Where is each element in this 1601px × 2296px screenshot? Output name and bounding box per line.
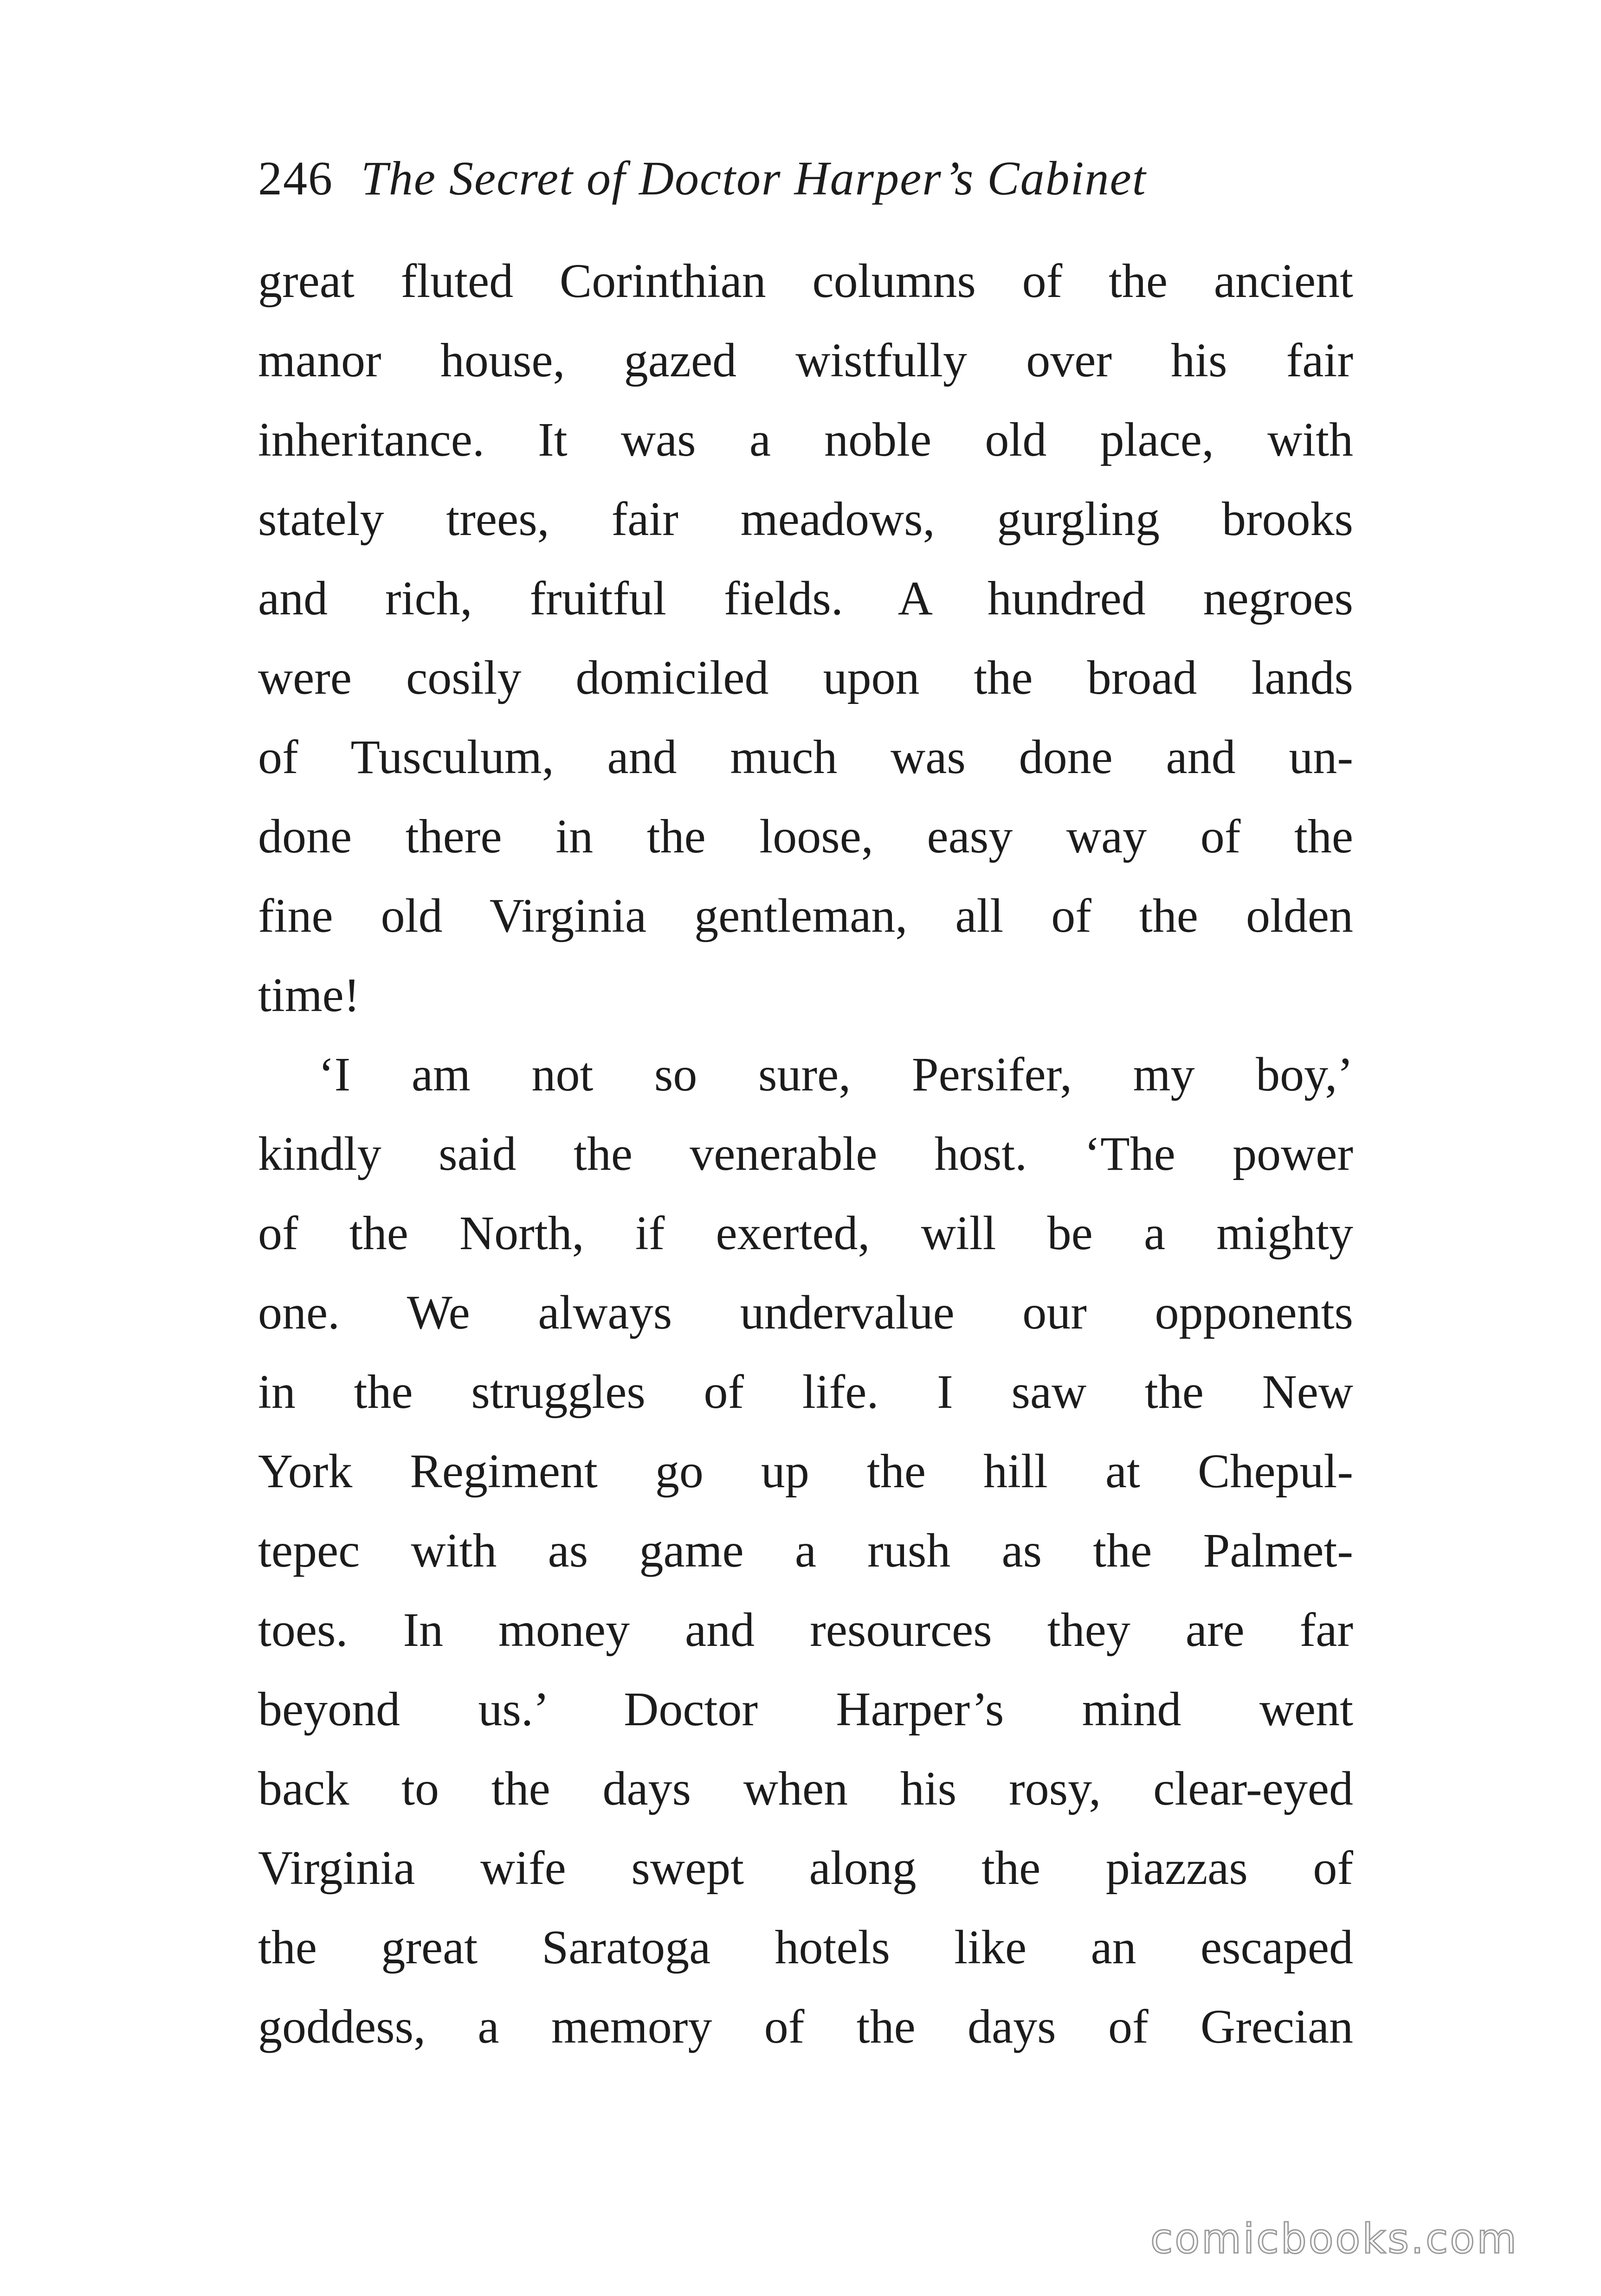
text-line: of Tusculum, and much was done and un- — [258, 730, 1353, 784]
running-title: The Secret of Doctor Harper’s Cabinet — [361, 152, 1147, 205]
text-line: ‘I am not so sure, Persifer, my boy,’ — [318, 1048, 1353, 1101]
watermark: comicbooks.com — [1150, 2215, 1518, 2263]
text-line: inheritance. It was a noble old place, with — [258, 413, 1353, 466]
text-line: York Regiment go up the hill at Chepul- — [258, 1445, 1353, 1498]
text-line: Virginia wife swept along the piazzas of — [258, 1841, 1353, 1895]
text-line: time! — [258, 968, 360, 1022]
text-line: tepec with as game a rush as the Palmet- — [258, 1524, 1353, 1577]
text-line: and rich, fruitful fields. A hundred negroes — [258, 572, 1353, 625]
text-line: beyond us.’ Doctor Harper’s mind went — [258, 1683, 1353, 1736]
text-line: one. We always undervalue our opponents — [258, 1286, 1353, 1339]
text-line: goddess, a memory of the days of Grecian — [258, 2000, 1353, 2053]
text-line: manor house, gazed wistfully over his fair — [258, 334, 1353, 387]
text-line: the great Saratoga hotels like an escaped — [258, 1921, 1353, 1974]
page-number: 246 — [258, 152, 333, 205]
text-line: stately trees, fair meadows, gurgling brooks — [258, 492, 1353, 546]
text-line: kindly said the venerable host. ‘The power — [258, 1127, 1353, 1180]
body-text — [258, 241, 1353, 2066]
running-head — [258, 144, 1349, 213]
text-line: in the struggles of life. I saw the New — [258, 1365, 1353, 1419]
text-line: of the North, if exerted, will be a mighty — [258, 1206, 1353, 1260]
text-line: were cosily domiciled upon the broad lands — [258, 651, 1353, 704]
text-line: great fluted Corinthian columns of the ancient — [258, 254, 1353, 308]
text-line: done there in the loose, easy way of the — [258, 810, 1353, 863]
text-line: back to the days when his rosy, clear-eyed — [258, 1762, 1353, 1815]
text-line: toes. In money and resources they are far — [258, 1603, 1353, 1657]
text-line: fine old Virginia gentleman, all of the olden — [258, 889, 1353, 942]
